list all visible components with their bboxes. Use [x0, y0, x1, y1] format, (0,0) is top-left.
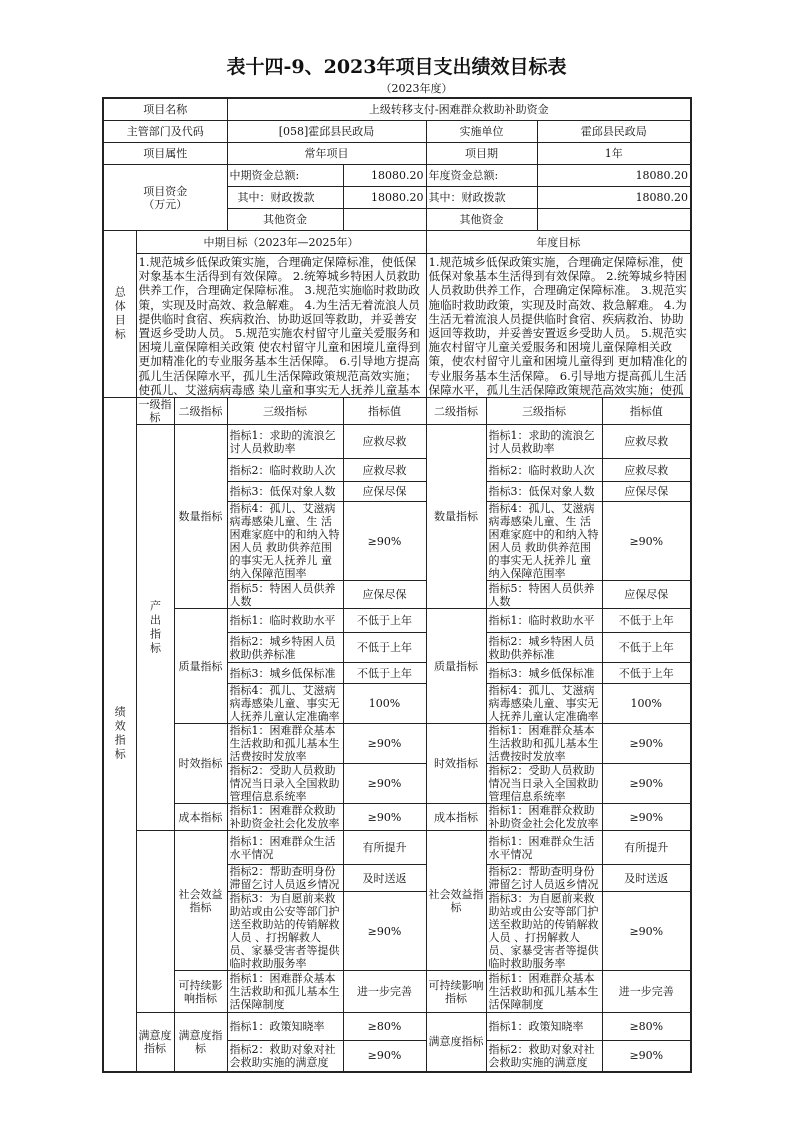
project-name-label: 项目名称 [103, 98, 227, 121]
level3-indicator-right: 指标1：政策知晓率 [486, 1013, 602, 1041]
indicator-value-right: 及时送返 [602, 865, 691, 892]
level1-indicator-text: 满意度指标 [138, 1028, 172, 1055]
indicator-row [103, 971, 691, 1013]
header-value: 指标值 [343, 398, 426, 425]
level2-indicator: 社会效益指标 [174, 831, 227, 971]
level2-indicator: 质量指标 [174, 609, 227, 724]
unit-label: 实施单位 [426, 121, 537, 143]
mid-total-value: 18080.20 [343, 165, 426, 187]
year-goal-header: 年度目标 [426, 231, 691, 254]
indicator-value-right: 不低于上年 [602, 609, 691, 633]
header-level3-right: 三级指标 [486, 398, 602, 425]
level1-indicator [136, 425, 174, 831]
level2-indicator-right: 社会效益指标 [426, 831, 486, 971]
level3-indicator: 指标2：救助对象对社会救助实施的满意度 [227, 1041, 343, 1072]
level2-indicator: 可持续影响指标 [174, 971, 227, 1013]
indicator-value: ≥90% [343, 892, 426, 971]
level3-indicator-right: 指标4：孤儿、艾滋病病毒感染儿童、生 活困难家庭中的和纳入特困人员 救助供养范围的事实无人抚养儿 童纳入保障范围率 [486, 502, 602, 581]
indicator-value: 100% [343, 684, 426, 724]
year-goal-content: 1.规范城乡低保政策实施，合理确定保障标准，使低保对象基本生活得到有效保障。 2.统筹城乡特困人员救助供养工作，合理确定保障标准。 3.规范实施临时救助政策，实现及时高效、救急解难。 4.为生活无着流浪人员提供临时食宿、疾病救治、协助返回等救助，并妥善安置返乡受助人员。 5.规范实施农村留守儿童关爱服务和困境儿童保障相关政策，使农村留守儿童和困境儿童得到 更加精准化的专业服务基本生活保障。 6.引导地方提高孤儿生活保障水平，孤儿生活保障政策规范高效实施；使孤 [428, 255, 688, 396]
indicator-value: ≥90% [343, 1041, 426, 1072]
level2-indicator-right: 数量指标 [426, 425, 486, 609]
indicator-row [103, 1013, 691, 1041]
indicator-value-right: ≥80% [602, 1013, 691, 1041]
overall-goals-text: 总体目标 [113, 286, 127, 342]
indicator-value: 应救尽救 [343, 459, 426, 482]
level2-indicator-right: 可持续影响指标 [426, 971, 486, 1013]
performance-indicators-label [103, 398, 136, 1072]
indicator-value: ≥90% [343, 804, 426, 831]
level2-indicator-right: 时效指标 [426, 724, 486, 804]
level2-indicator-right: 成本指标 [426, 804, 486, 831]
level3-indicator-right: 指标2：救助对象对社会救助实施的满意度 [486, 1041, 602, 1072]
level3-indicator-right: 指标1：困难群众基本生活救助和孤儿基本生活保障制度 [486, 971, 602, 1013]
project-name-row [103, 98, 691, 121]
level3-indicator-right: 指标3：城乡低保标准 [486, 663, 602, 684]
funds-total-row [103, 165, 691, 187]
indicator-value: 不低于上年 [343, 663, 426, 684]
level3-indicator: 指标1：政策知晓率 [227, 1013, 343, 1041]
level3-indicator: 指标4：孤儿、艾滋病病毒感染儿童、事实无人抚养儿童认定准确率 [227, 684, 343, 724]
level3-indicator: 指标5：特困人员供养人数 [227, 581, 343, 609]
indicator-value-right: 有所提升 [602, 831, 691, 865]
page-subtitle: （2023年度） [380, 82, 453, 95]
mid-goal-content: 1.规范城乡低保政策实施，合理确定保障标准，使低保对象基本生活得到有效保障。 2.统筹城乡特困人员救助供养工作，合理确定保障标准。 3.规范实施临时救助政策，实现及时高效、救急解难。 4.为生活无着流浪人员提供临时食宿、疾病救治、协助返回等救助，并妥善安置返乡受助人员。 5.规范实施农村留守儿童关爱服务和困境儿童保障相关政策 使农村留守儿童和困境儿童得到 更加精准化的专业服务基本生活保障。 6.引导地方提高孤儿生活保障水平，孤儿生活保障政策规范高效实施；使孤儿、艾滋病病毒感 染儿童和事实无人抚养儿童基本 [138, 255, 421, 396]
level3-indicator: 指标2：受助人员救助情况当日录入全国救助管理信息系统率 [227, 764, 343, 804]
mid-total-label: 中期资金总额: [227, 165, 343, 187]
indicator-value: 应保尽保 [343, 482, 426, 502]
indicator-value-right: 应救尽救 [602, 459, 691, 482]
level2-indicator: 成本指标 [174, 804, 227, 831]
level3-indicator: 指标1：临时救助水平 [227, 609, 343, 633]
indicator-row [103, 831, 691, 865]
header-level2-right: 二级指标 [426, 398, 486, 425]
level3-indicator: 指标1：困难群众基本生活救助和孤儿基本生活费按时发放率 [227, 724, 343, 764]
indicator-value-right: ≥90% [602, 764, 691, 804]
mid-fiscal-value: 18080.20 [343, 187, 426, 209]
indicator-value-right: 应保尽保 [602, 581, 691, 609]
level1-indicator [136, 831, 174, 1013]
mid-fiscal-label: 其中：财政拨款 [227, 187, 343, 209]
unit-value: 霍邱县民政局 [537, 121, 691, 143]
indicator-value-right: 进一步完善 [602, 971, 691, 1013]
level3-indicator-right: 指标2：城乡特困人员救助供养标准 [486, 633, 602, 663]
indicator-row [103, 724, 691, 764]
year-other-value [537, 209, 691, 231]
level3-indicator: 指标1：困难群众救助补助资金社会化发放率 [227, 804, 343, 831]
level3-indicator-right: 指标1：求助的流浪乞讨人员救助率 [486, 425, 602, 459]
project-name-value: 上级转移支付-困难群众救助补助资金 [227, 98, 691, 121]
year-total-value: 18080.20 [537, 165, 691, 187]
level3-indicator: 指标1：困难群众生活水平情况 [227, 831, 343, 865]
indicator-value-right: ≥90% [602, 804, 691, 831]
goals-text-row [103, 254, 691, 398]
department-value: [058]霍邱县民政局 [227, 121, 426, 143]
header-level3: 三级指标 [227, 398, 343, 425]
level2-indicator-right: 满意度指标 [426, 1013, 486, 1072]
indicator-value-right: 100% [602, 684, 691, 724]
attribute-row [103, 143, 691, 165]
period-value: 1年 [537, 143, 691, 165]
indicator-value-right: ≥90% [602, 502, 691, 581]
level3-indicator-right: 指标2：帮助查明身份滞留乞讨人员返乡情况 [486, 865, 602, 892]
header-value-right: 指标值 [602, 398, 691, 425]
indicator-row [103, 804, 691, 831]
level3-indicator: 指标1：困难群众基本生活救助和孤儿基本生活保障制度 [227, 971, 343, 1013]
header-level1: 一级指标 [136, 398, 174, 425]
indicator-value-right: 不低于上年 [602, 633, 691, 663]
level3-indicator-right: 指标3：低保对象人数 [486, 482, 602, 502]
performance-target-table [102, 97, 692, 1073]
level1-indicator-text: 产出指标 [148, 599, 162, 656]
indicator-value: ≥90% [343, 764, 426, 804]
indicator-value: ≥90% [343, 502, 426, 581]
funds-label: 项目资金 （万元） [103, 165, 227, 231]
level3-indicator: 指标2：帮助查明身份滞留乞讨人员返乡情况 [227, 865, 343, 892]
mid-other-value [343, 209, 426, 231]
page-title: 表十四-9、2023年项目支出绩效目标表 [226, 56, 567, 78]
indicator-value-right: ≥90% [602, 724, 691, 764]
level3-indicator: 指标4：孤儿、艾滋病病毒感染儿童、生 活困难家庭中的和纳入特困人员 救助供养范围的事实无人抚养儿 童纳入保障范围率 [227, 502, 343, 581]
level3-indicator-right: 指标4：孤儿、艾滋病病毒感染儿童、事实无人抚养儿童认定准确率 [486, 684, 602, 724]
indicator-row [103, 609, 691, 633]
mid-goal-text [136, 254, 426, 398]
level3-indicator-right: 指标1：困难群众生活水平情况 [486, 831, 602, 865]
mid-other-label: 其他资金 [227, 209, 343, 231]
level3-indicator: 指标2：临时救助人次 [227, 459, 343, 482]
department-label: 主管部门及代码 [103, 121, 227, 143]
indicator-value-right: ≥90% [602, 1041, 691, 1072]
level3-indicator-right: 指标1：困难群众救助补助资金社会化发放率 [486, 804, 602, 831]
level3-indicator-right: 指标2：受助人员救助情况当日录入全国救助管理信息系统率 [486, 764, 602, 804]
level3-indicator-right: 指标1：困难群众基本生活救助和孤儿基本生活费按时发放率 [486, 724, 602, 764]
indicator-value: ≥90% [343, 724, 426, 764]
level3-indicator: 指标1：求助的流浪乞讨人员救助率 [227, 425, 343, 459]
indicator-value: 及时送返 [343, 865, 426, 892]
level2-indicator-right: 质量指标 [426, 609, 486, 724]
indicator-value-right: ≥90% [602, 892, 691, 971]
department-row [103, 121, 691, 143]
indicator-value-right: 不低于上年 [602, 663, 691, 684]
indicator-value: 应救尽救 [343, 425, 426, 459]
indicator-row [103, 425, 691, 459]
indicator-value-right: 应救尽救 [602, 425, 691, 459]
indicator-value-right: 应保尽保 [602, 482, 691, 502]
header-level2: 二级指标 [174, 398, 227, 425]
attribute-label: 项目属性 [103, 143, 227, 165]
level3-indicator: 指标3：城乡低保标准 [227, 663, 343, 684]
year-fiscal-value: 18080.20 [537, 187, 691, 209]
attribute-value: 常年项目 [227, 143, 426, 165]
level3-indicator-right: 指标5：特困人员供养人数 [486, 581, 602, 609]
indicator-value: 应保尽保 [343, 581, 426, 609]
indicator-value: 有所提升 [343, 831, 426, 865]
level3-indicator-right: 指标3：为自愿前来救助站或由公安等部门护送至救助站的传销解救人员 、打拐解救人员、家暴受害者等提供临时救助服务率 [486, 892, 602, 971]
period-label: 项目期 [426, 143, 537, 165]
level2-indicator: 时效指标 [174, 724, 227, 804]
level3-indicator: 指标2：城乡特困人员救助供养标准 [227, 633, 343, 663]
indicator-value: ≥80% [343, 1013, 426, 1041]
year-total-label: 年度资金总额: [426, 165, 537, 187]
performance-indicators-text: 绩效指标 [113, 706, 127, 763]
level3-indicator-right: 指标2：临时救助人次 [486, 459, 602, 482]
indicator-value: 进一步完善 [343, 971, 426, 1013]
indicator-value: 不低于上年 [343, 633, 426, 663]
level3-indicator-right: 指标1：临时救助水平 [486, 609, 602, 633]
goals-header-row [103, 231, 691, 254]
overall-goals-label [103, 231, 136, 398]
year-goal-text [426, 254, 691, 398]
indicator-header-row [103, 398, 691, 425]
year-other-label: 其他资金 [426, 209, 537, 231]
mid-goal-header: 中期目标（2023年—2025年） [136, 231, 426, 254]
level2-indicator: 数量指标 [174, 425, 227, 609]
level2-indicator: 满意度指标 [174, 1013, 227, 1072]
level3-indicator: 指标3：为自愿前来救助站或由公安等部门护送至救助站的传销解救人员 、打拐解救人员、家暴受害者等提供临时救助服务率 [227, 892, 343, 971]
level3-indicator: 指标3：低保对象人数 [227, 482, 343, 502]
indicator-value: 不低于上年 [343, 609, 426, 633]
level1-indicator [136, 1013, 174, 1072]
year-fiscal-label: 其中：财政拨款 [426, 187, 537, 209]
